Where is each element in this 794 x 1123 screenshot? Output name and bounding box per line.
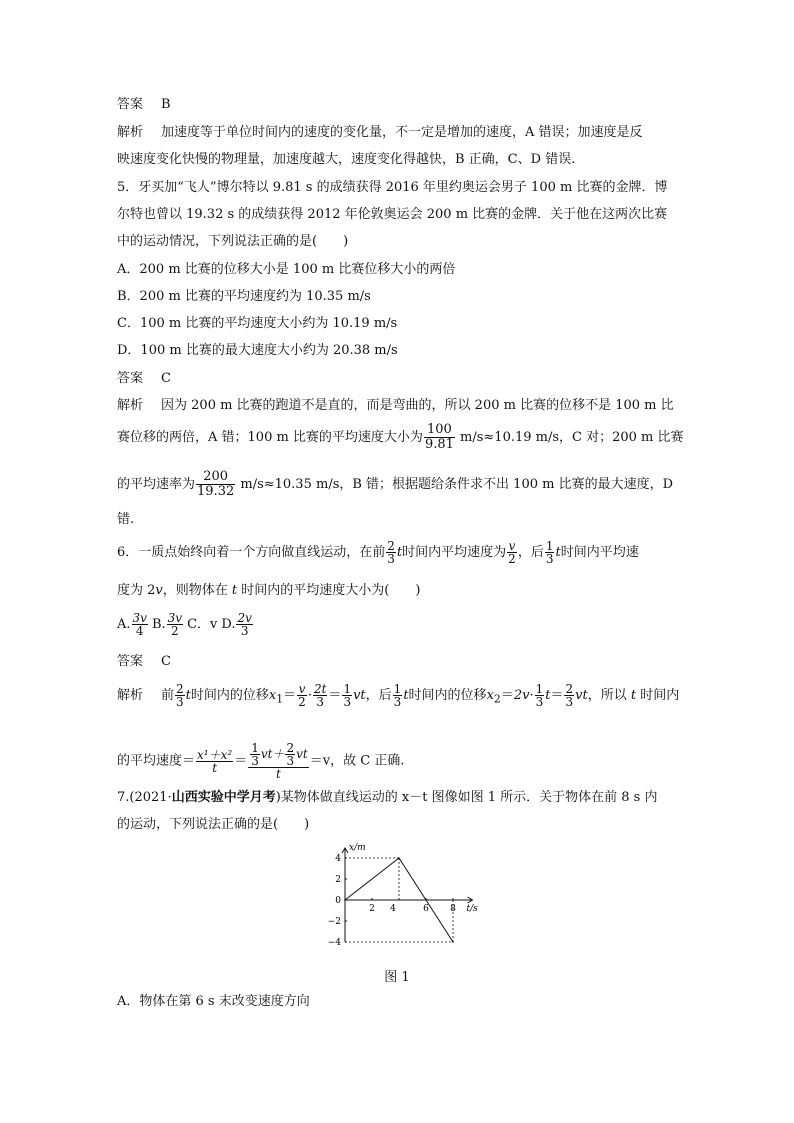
- fraction-denominator: 3: [286, 754, 295, 768]
- x-t-data-point: [452, 941, 454, 943]
- fraction-denominator: 3: [545, 552, 554, 566]
- var-v: v: [155, 583, 163, 598]
- equals-sign: ＝: [182, 753, 196, 769]
- answer-label: 答案: [117, 371, 144, 386]
- q4-analysis-line-2: 映速度变化快慢的物理量，加速度越大，速度变化得越快，B 正确，C、D 错误.: [117, 152, 576, 167]
- var-t: t: [545, 688, 551, 703]
- answer-label: 答案: [117, 97, 144, 112]
- fraction-200-over-1932: [196, 470, 235, 499]
- fraction-numerator: 200: [196, 470, 235, 485]
- stem-text: 时间内的平均速度大小为( ): [241, 583, 421, 598]
- fraction-denominator: 2: [508, 552, 516, 566]
- q5-stem-line-2: 尔特也曾以 19.32 s 的成绩获得 2012 年伦敦奥运会 200 m 比赛的金牌．关于他在这两次比赛: [117, 207, 668, 222]
- equals-sign: ＝: [550, 688, 564, 703]
- fraction-denominator: 2: [171, 624, 179, 638]
- q5-analysis-line-3: [117, 470, 673, 499]
- var-x: x: [486, 688, 494, 703]
- analysis-text: m/s≈10.35 m/s，B 错；根据题给条件求不出 100 m 比赛的最大速度，D: [236, 477, 674, 492]
- analysis-text: 的平均速率为: [117, 477, 196, 492]
- stem-text: 度为 2: [117, 583, 156, 598]
- y-tick-label: −4: [327, 938, 341, 948]
- fraction-numerator: 1: [393, 682, 402, 696]
- equals-sign: ＝: [234, 753, 248, 769]
- fraction-two-thirds: [285, 742, 295, 767]
- fraction-one-third: [250, 742, 260, 767]
- equals-sign: ＝: [283, 688, 297, 703]
- q6-analysis-line-2: [117, 742, 404, 780]
- stem-text: ，后: [517, 545, 544, 560]
- fraction-one-third: [545, 540, 555, 565]
- fraction-denominator: 3: [535, 695, 544, 709]
- option-b-fraction: [167, 612, 183, 637]
- fraction-numerator: 2: [176, 682, 184, 696]
- graph-ticks: [328, 854, 456, 948]
- fraction-numerator: 1: [343, 682, 352, 696]
- var-t: t: [630, 688, 637, 703]
- analysis-text: 因为 200 m 比赛的跑道不是直的，而是弯曲的，所以 200 m 比赛的位移不是 100 m 比: [161, 398, 674, 413]
- fraction-one-third: [342, 683, 352, 708]
- x-tick-label: 8: [450, 904, 456, 914]
- stem-source: 山西实验中学月考: [171, 790, 276, 805]
- q5-answer-line: [117, 371, 171, 387]
- var-x: x: [268, 688, 277, 703]
- fraction-numerator: [248, 742, 309, 768]
- q5-stem-line-3: 中的运动情况，下列说法正确的是( ): [117, 234, 349, 249]
- q5-stem-line-1: 5．牙买加“飞人”博尔特以 9.81 s 的成绩获得 2016 年里约奥运会男子 100 m 比赛的金牌．博: [117, 180, 668, 195]
- fraction-denominator: 3: [565, 695, 574, 709]
- answer-value: B: [161, 97, 171, 112]
- stem-text: 7.(2021·: [117, 790, 172, 805]
- answer-label: 答案: [117, 654, 144, 669]
- option-d-fraction: [236, 612, 252, 637]
- numerator-text: vt＋: [260, 747, 285, 761]
- y-axis-label: x/m: [349, 843, 366, 853]
- stem-text: 时间内平均速: [560, 545, 639, 560]
- option-b-label: B.: [151, 617, 166, 632]
- fraction-denominator: 4: [135, 624, 144, 638]
- fraction-two-thirds: [386, 540, 396, 565]
- var-vt: vt: [575, 688, 588, 703]
- q5-option-c: C．100 m 比赛的平均速度大小约为 10.19 m/s: [117, 316, 398, 331]
- fraction-numerator: 2: [387, 539, 395, 553]
- dot-operator: ·: [307, 688, 312, 703]
- fraction-numerator: 2: [565, 682, 574, 696]
- fraction-denominator: 3: [393, 695, 402, 709]
- fraction-two-thirds: [175, 683, 185, 708]
- fraction-denominator: 3: [387, 552, 395, 566]
- fraction-numerator: 1: [535, 682, 544, 696]
- stem-text: 时间内平均速度为: [402, 545, 507, 560]
- fraction-numerator: 100: [424, 423, 455, 438]
- fraction-numerator: 2: [286, 741, 295, 755]
- q5-option-a: A．200 m 比赛的位移大小是 100 m 比赛位移大小的两倍: [117, 262, 456, 277]
- equals-sign: ＝: [328, 688, 342, 703]
- analysis-text: ，后: [365, 688, 392, 703]
- fraction-denominator: 3: [251, 754, 259, 768]
- fraction-sum-over-t: [196, 749, 233, 774]
- fraction-numerator: v: [508, 539, 516, 553]
- var-t: t: [403, 688, 409, 703]
- q6-options-line: [117, 612, 254, 637]
- x-tick-label: 4: [390, 904, 396, 914]
- subscript: 1: [276, 692, 284, 706]
- var-vt: vt: [353, 688, 366, 703]
- subscript: 2: [493, 692, 501, 706]
- stem-text: )某物体做直线运动的 x－t 图像如图 1 所示．关于物体在前 8 s 内: [275, 790, 658, 805]
- q6-stem-line-2: [117, 583, 420, 599]
- q7-stem-line-2: 的运动，下列说法正确的是( ): [117, 817, 310, 832]
- fraction-numerator: v: [298, 682, 306, 696]
- q5-option-b: B．200 m 比赛的平均速度约为 10.35 m/s: [117, 289, 371, 304]
- y-tick-label: −2: [327, 917, 341, 927]
- var-vt: vt: [296, 747, 308, 761]
- analysis-label: 解析: [117, 688, 144, 703]
- fraction-numerator: 1: [545, 539, 554, 553]
- fraction-100-over-981: [424, 423, 455, 452]
- stem-text: 6．一质点始终向着一个方向做直线运动，在前: [117, 545, 386, 560]
- fraction-numerator: x¹＋x²: [197, 747, 233, 762]
- analysis-label: 解析: [117, 125, 144, 140]
- var-t: t: [555, 545, 561, 560]
- fraction-one-third: [535, 683, 545, 708]
- option-d-label: D.: [221, 617, 236, 632]
- analysis-text: 赛位移的两倍，A 错；100 m 比赛的平均速度大小为: [117, 430, 423, 445]
- x-t-data-point: [344, 899, 346, 901]
- q5-analysis-line-1: [117, 398, 674, 414]
- fraction-v-over-2: [507, 540, 517, 565]
- analysis-label: 解析: [117, 398, 144, 413]
- fraction-numerator: 3v: [167, 611, 183, 625]
- q5-analysis-line-2: [117, 423, 684, 452]
- q6-analysis-line-1: [117, 683, 679, 708]
- answer-value: C: [161, 371, 171, 386]
- q4-analysis-line-1: [117, 125, 643, 141]
- analysis-text: 的平均速度: [117, 753, 183, 769]
- analysis-text: 时间内: [640, 688, 680, 703]
- answer-value: C: [161, 654, 171, 669]
- fraction-denominator: t: [276, 767, 281, 781]
- fraction-denominator: t: [212, 760, 218, 775]
- analysis-text: 加速度等于单位时间内的速度的变化量，不一定是增加的速度，A 错误；加速度是反: [161, 125, 643, 140]
- y-tick-label: 4: [335, 854, 341, 864]
- fraction-denominator: 19.32: [197, 484, 235, 499]
- fraction-v-over-2: [297, 683, 307, 708]
- q5-option-d: D．100 m 比赛的最大速度大小约为 20.38 m/s: [117, 343, 398, 358]
- y-tick-label: 2: [335, 875, 341, 885]
- analysis-text: m/s≈10.19 m/s，C 对；200 m 比赛: [455, 430, 684, 445]
- var-2v: 2v: [513, 688, 530, 703]
- fraction-denominator: 3: [316, 695, 324, 709]
- fraction-denominator: 3: [176, 695, 184, 709]
- figure-caption: 图 1: [384, 970, 410, 985]
- q7-stem-line-1: [117, 790, 658, 806]
- q6-answer-line: [117, 654, 171, 670]
- x-tick-label: 6: [423, 904, 429, 914]
- fraction-numerator: 2v: [237, 611, 252, 625]
- var-t: t: [231, 583, 238, 598]
- fraction-numerator: 2t: [313, 682, 327, 696]
- analysis-text: 前: [161, 688, 175, 703]
- fraction-denominator: 3: [343, 695, 352, 709]
- x-t-data-point: [398, 857, 400, 859]
- analysis-text: ，所以: [587, 688, 627, 703]
- analysis-text: 时间内的位移: [190, 688, 269, 703]
- analysis-text: ＝v，故 C 正确.: [309, 753, 405, 769]
- var-t: t: [185, 688, 191, 703]
- stem-text: ，则物体在: [162, 583, 228, 598]
- option-a-fraction: [132, 612, 148, 637]
- q5-analysis-line-4: 错.: [117, 512, 135, 527]
- var-t: t: [396, 545, 403, 560]
- analysis-text: 时间内的位移: [408, 688, 487, 703]
- fraction-denominator: 2: [298, 695, 306, 709]
- option-a-label: A.: [117, 617, 131, 632]
- fraction-2t-over-3: [313, 683, 327, 708]
- option-c: C．v: [187, 617, 218, 632]
- fraction-denominator: 3: [240, 624, 249, 638]
- fraction-numerator: 1: [251, 741, 259, 755]
- fraction-one-third: [393, 683, 403, 708]
- fraction-two-thirds: [564, 683, 574, 708]
- q6-stem-line-1: [117, 540, 639, 565]
- equals-sign: ＝: [500, 688, 514, 703]
- y-tick-label: 0: [335, 896, 341, 906]
- dot-operator: ·: [529, 688, 534, 703]
- q4-answer-line: [117, 97, 171, 113]
- fraction-numerator: 3v: [132, 611, 147, 625]
- fraction-denominator: 9.81: [424, 437, 454, 452]
- x-axis-label: t/s: [466, 904, 478, 914]
- fraction-compound: [248, 742, 309, 780]
- x-t-graph: [325, 838, 478, 956]
- x-tick-label: 2: [369, 904, 375, 914]
- q7-option-a: A．物体在第 6 s 末改变速度方向: [117, 994, 310, 1009]
